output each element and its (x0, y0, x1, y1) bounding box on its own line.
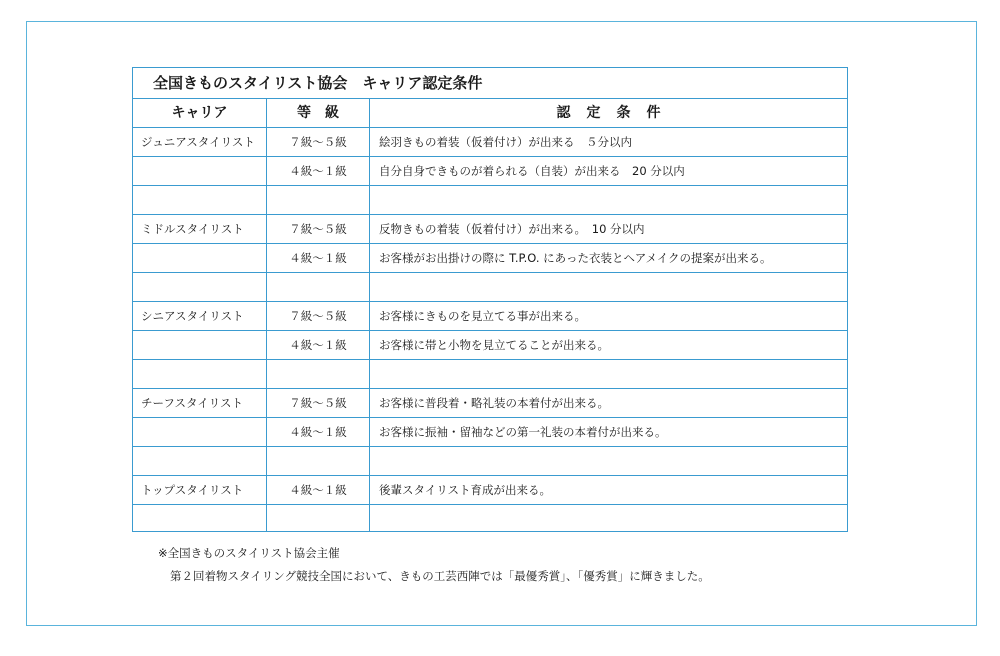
grade-cell (266, 273, 370, 301)
grade-cell: ４級〜１級 (289, 164, 347, 178)
grade-cell: ４級〜１級 (289, 251, 347, 265)
grade-cell: ７級〜５級 (289, 396, 347, 410)
footnote-award: 第２回着物スタイリング競技全国において、きもの工芸西陣では「最優秀賞」、「優秀賞」に輝きました。 (170, 569, 710, 583)
table-row (133, 128, 847, 157)
header-career: キャリア (171, 105, 228, 121)
grade-cell: ４級〜１級 (289, 483, 347, 497)
grade-cell (266, 360, 370, 388)
career-cell: トップスタイリスト (141, 483, 244, 497)
career-cell: ミドルスタイリスト (141, 222, 244, 236)
grade-cell: ４級〜１級 (289, 425, 347, 439)
table-header-row (133, 99, 847, 128)
condition-cell: お客様にきものを見立てる事が出来る。 (379, 309, 586, 323)
table-row (133, 389, 847, 418)
table-row (133, 273, 847, 302)
condition-cell: お客様に普段着・略礼装の本着付が出来る。 (379, 396, 609, 410)
condition-cell: 自分自身できものが着られる（自装）が出来る 20 分以内 (379, 164, 685, 178)
header-grade: 等 級 (297, 105, 339, 121)
table-row (133, 418, 847, 447)
table-row (133, 505, 847, 534)
table-row (133, 302, 847, 331)
table-row (133, 157, 847, 186)
condition-cell: お客様に帯と小物を見立てることが出来る。 (379, 338, 609, 352)
condition-cell: 絵羽きもの着装（仮着付け）が出来る ５分以内 (379, 135, 632, 149)
condition-cell: お客様に振袖・留袖などの第一礼装の本着付が出来る。 (379, 425, 667, 439)
table-row (133, 360, 847, 389)
grade-cell: ４級〜１級 (289, 338, 347, 352)
table-row (133, 447, 847, 476)
career-cell: チーフスタイリスト (141, 396, 244, 410)
grade-cell: ７級〜５級 (289, 135, 347, 149)
grade-cell: ７級〜５級 (289, 222, 347, 236)
table-row (133, 186, 847, 215)
career-cell: ジュニアスタイリスト (141, 135, 255, 149)
table-row (133, 215, 847, 244)
career-cell: シニアスタイリスト (141, 309, 244, 323)
condition-cell: お客様がお出掛けの際に T.P.O. にあった衣装とヘアメイクの提案が出来る。 (379, 251, 772, 265)
header-condition: 認 定 条 件 (556, 105, 662, 121)
condition-cell: 反物きもの着装（仮着付け）が出来る。 10 分以内 (379, 222, 645, 236)
column-divider (369, 99, 370, 531)
career-table (132, 67, 848, 532)
grade-cell: ７級〜５級 (289, 309, 347, 323)
condition-cell: 後輩スタイリスト育成が出来る。 (379, 483, 552, 497)
grade-cell (266, 505, 370, 533)
grade-cell (266, 447, 370, 475)
column-divider (266, 99, 267, 531)
table-row (133, 244, 847, 273)
grade-cell (266, 186, 370, 214)
table-title: 全国きものスタイリスト協会 キャリア認定条件 (133, 68, 847, 99)
footnote-organizer: ※全国きものスタイリスト協会主催 (158, 546, 340, 560)
table-row (133, 476, 847, 505)
table-row (133, 331, 847, 360)
